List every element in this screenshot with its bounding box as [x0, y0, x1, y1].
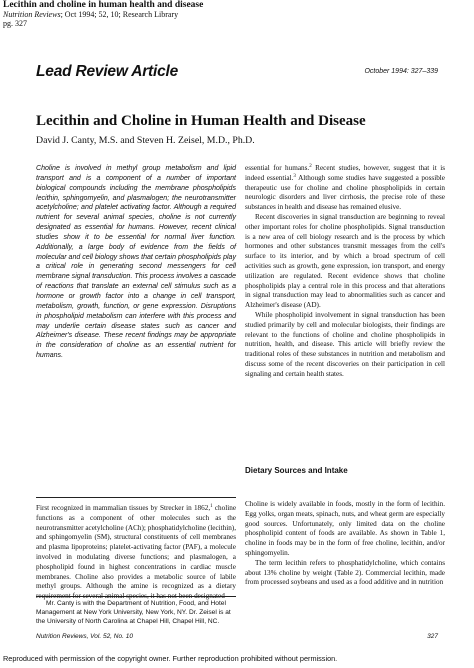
paragraph-dietary-sources: Choline is widely available in foods, mostly in the form of lecithin. Egg yolks, organ meats, spinach, nuts, and wheat germ are especially good sources. Unfortunately, only limited data on the choline phospholipid content of foods are available. As shown in Table 1, choline in foods may be in the form of free choline, lecithin, and/or sphingomyelin. — [245, 500, 445, 557]
footnote-text: Mr. Canty is with the Department of Nutrition, Food, and Hotel Management at New York University, New York, NY. Dr. Zeisel is at the University of North Carolina at Chapel Hill, Chapel Hill, NC. — [36, 600, 231, 625]
author-affiliation-footnote — [36, 600, 236, 627]
abstract: Choline is involved in methyl group metabolism and lipid transport and is a component of a number of important biological compounds including the membrane phospholipids lecithin, sphingomyelin, and plasmalogen; the neurotransmitter acetylcholine; and platelet activating factor. Although a required nutrient for several animal species, choline is not currently designated as essential for humans. However, recent clinical studies show it to be essential for normal liver function. Additionally, a large body of evidence from the fields of molecular and cell biology shows that certain phospholipids play a critical role in generating second messengers for cell membrane signal transduction. This process involves a cascade of reactions that translate an external cell stimulus such as a hormone or growth factor into a change in cell transport, metabolism, growth, function, or gene expression. Disruptions in phospholipid metabolism can interfere with this process and may underlie certain disease states such as cancer and Alzheimer's disease. These recent findings may be appropriate in the consideration of choline as an essential nutrient for humans. — [36, 165, 236, 360]
article-type-label: Lead Review Article — [36, 63, 179, 80]
article-banner — [36, 63, 438, 83]
intro-text-b: choline functions as a component of other molecules such as the neurotransmitter acetylcholine (ACh); phosphatidylcholine (lecithin), and sphingomyelin (SM), structural constituents of cell membranes and plasma lipoproteins; platelet-activating factor (PAF), a molecule involved in modulating diverse functions; and plasmalogen, a phospholipid found in highest concentrations in cardiac muscle membranes. Choline also provides a metabolic source of labile methyl groups. Although the amine is recognized as a dietary requirement for several animal species, it has not been designated — [36, 504, 237, 601]
right-column-body — [245, 164, 445, 380]
abstract-divider — [36, 497, 236, 498]
paragraph-lecithin-term: The term lecithin refers to phosphatidylcholine, which contains about 13% choline by weight (Table 2). Commercial lecithin, made from processed soybeans and used as a food additive and in nutrition — [245, 558, 445, 587]
metadata-source — [3, 10, 463, 19]
essential-text-b: Recent studies, however, suggest that it is indeed essential. — [245, 164, 445, 182]
metadata-journal: Nutrition Reviews — [3, 10, 61, 19]
reference-marker: 2 — [309, 164, 312, 169]
footer-page-number: 327 — [427, 633, 438, 640]
paragraph-article-scope: While phospholipid involvement in signal transduction has been studied primarily by cell and molecular biologists, their findings are relevant to the functions of choline and choline phospholipids in nutrition, health, and disease. This article will briefly review the traditional roles of these substances in nutrition and metabolism and discuss some of the recent discoveries on their participation in cell signaling and certain health states. — [245, 310, 445, 378]
paragraph-essential — [245, 164, 445, 213]
essential-text-a: essential for humans. — [245, 164, 310, 172]
document-metadata — [3, 1, 463, 28]
section-heading: Dietary Sources and Intake — [245, 466, 348, 475]
metadata-title: Lecithin and choline in human health and disease — [3, 0, 204, 10]
reference-marker: 3 — [293, 173, 296, 179]
intro-paragraph — [36, 504, 236, 602]
issue-date: October 1994: 327–339 — [364, 68, 438, 75]
footnote-divider — [36, 596, 236, 597]
metadata-source-rest: ; Oct 1994; 52, 10; Research Library — [60, 10, 179, 19]
article-title: Lecithin and Choline in Human Health and Disease — [36, 113, 366, 129]
essential-text-c: Although some studies have suggested a possible therapeutic use for choline and choline phospholipids in certain neurologic disorders and liver cirrhosis, the precise role of these substances in health and disease has remained elusive. — [245, 173, 445, 212]
footer-journal: Nutrition Reviews, Vol. 52, No. 10 — [36, 633, 133, 640]
intro-text-a: First recognized in mammalian tissues by Strecker in 1862, — [36, 504, 211, 512]
reference-marker: 1 — [210, 504, 213, 509]
dietary-section-body — [245, 500, 445, 588]
metadata-page: pg. 327 — [3, 19, 27, 28]
paragraph-signal-transduction: Recent discoveries in signal transduction are beginning to reveal other important roles for choline phospholipids. Signal transduction is a new area of cell biology research and is the process by which hormones and other substances transmit messages from the cell's surface to its interior, and by which a broad spectrum of cell activities such as growth, gene expression, ion transport, and energy utilization are regulated. Recent evidence shows that choline phospholipids play a central role in this process and that alterations in signal transduction may lead to abnormalities such as cancer and Alzheimer's disease (AD). — [245, 212, 445, 310]
page-footer — [36, 633, 438, 643]
reproduction-notice: Reproduced with permission of the copyright owner. Further reproduction prohibited without permission. — [3, 654, 338, 663]
left-column-body — [36, 504, 236, 602]
article-authors: David J. Canty, M.S. and Steven H. Zeisel, M.D., Ph.D. — [36, 135, 255, 146]
